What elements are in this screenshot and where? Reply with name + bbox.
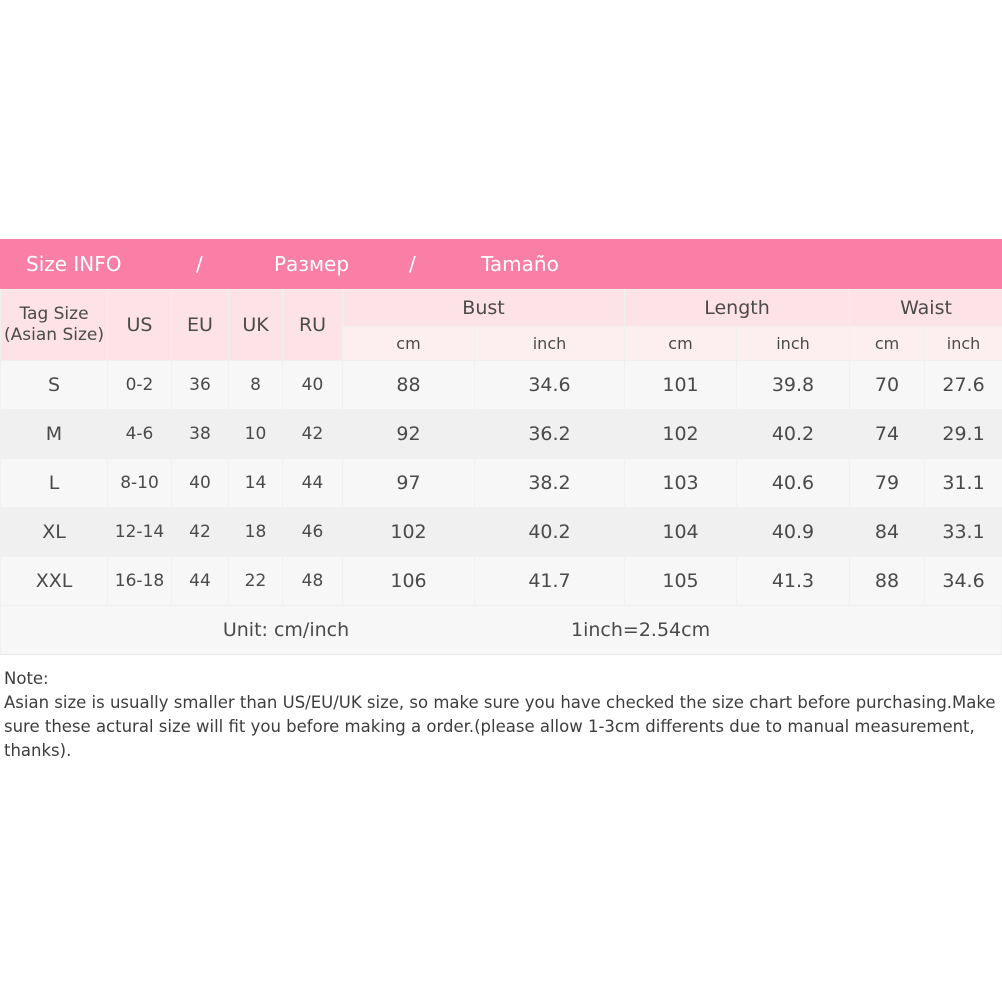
header-ru: RU <box>283 290 343 361</box>
cell-ru: 40 <box>283 361 343 410</box>
title-separator-1: / <box>196 252 203 277</box>
cell-eu: 42 <box>172 508 229 557</box>
cell-bust-cm: 97 <box>343 459 475 508</box>
note-title: Note: <box>4 669 49 689</box>
cell-tag: M <box>1 410 108 459</box>
cell-length-inch: 39.8 <box>737 361 850 410</box>
note-block <box>0 655 1002 763</box>
cell-bust-inch: 40.2 <box>475 508 625 557</box>
cell-ru: 44 <box>283 459 343 508</box>
cell-tag: XXL <box>1 557 108 606</box>
title-size-info: Size INFO <box>26 252 122 277</box>
cell-eu: 40 <box>172 459 229 508</box>
cell-bust-cm: 88 <box>343 361 475 410</box>
header-waist-cm: cm <box>850 327 925 361</box>
table-row <box>1 361 1002 410</box>
cell-bust-inch: 34.6 <box>475 361 625 410</box>
header-length-inch: inch <box>737 327 850 361</box>
cell-waist-inch: 27.6 <box>925 361 1002 410</box>
cell-waist-cm: 88 <box>850 557 925 606</box>
header-uk: UK <box>229 290 283 361</box>
cell-waist-cm: 74 <box>850 410 925 459</box>
cell-ru: 42 <box>283 410 343 459</box>
header-tag-size-line1: Tag Size <box>19 303 89 324</box>
cell-length-cm: 103 <box>625 459 737 508</box>
header-bust-inch: inch <box>475 327 625 361</box>
cell-us: 16-18 <box>108 557 172 606</box>
header-waist-inch: inch <box>925 327 1002 361</box>
cell-tag: L <box>1 459 108 508</box>
cell-bust-cm: 106 <box>343 557 475 606</box>
header-row-main <box>1 290 1002 327</box>
table-row <box>1 508 1002 557</box>
cell-waist-inch: 31.1 <box>925 459 1002 508</box>
size-chart <box>0 239 1002 763</box>
header-eu: EU <box>172 290 229 361</box>
cell-uk: 18 <box>229 508 283 557</box>
header-length-cm: cm <box>625 327 737 361</box>
header-tag-size <box>1 290 108 361</box>
table-row <box>1 557 1002 606</box>
size-info-title-band <box>0 239 1002 289</box>
cell-length-cm: 105 <box>625 557 737 606</box>
size-table <box>0 289 1002 606</box>
header-bust-cm: cm <box>343 327 475 361</box>
cell-bust-inch: 41.7 <box>475 557 625 606</box>
cell-eu: 44 <box>172 557 229 606</box>
cell-uk: 22 <box>229 557 283 606</box>
cell-length-inch: 41.3 <box>737 557 850 606</box>
cell-bust-cm: 102 <box>343 508 475 557</box>
unit-label: Unit: cm/inch <box>222 619 350 642</box>
cell-uk: 8 <box>229 361 283 410</box>
cell-bust-inch: 38.2 <box>475 459 625 508</box>
table-row <box>1 410 1002 459</box>
cell-length-cm: 102 <box>625 410 737 459</box>
header-waist: Waist <box>850 290 1002 327</box>
cell-ru: 46 <box>283 508 343 557</box>
header-tag-size-line2: (Asian Size) <box>4 325 104 346</box>
cell-waist-cm: 70 <box>850 361 925 410</box>
cell-waist-inch: 29.1 <box>925 410 1002 459</box>
cell-eu: 38 <box>172 410 229 459</box>
header-bust: Bust <box>343 290 625 327</box>
size-table-body <box>1 361 1002 606</box>
cell-waist-cm: 79 <box>850 459 925 508</box>
cell-tag: XL <box>1 508 108 557</box>
cell-us: 12-14 <box>108 508 172 557</box>
header-length: Length <box>625 290 850 327</box>
cell-length-cm: 101 <box>625 361 737 410</box>
title-size-spanish: Tamaño <box>481 252 559 277</box>
table-row <box>1 459 1002 508</box>
cell-tag: S <box>1 361 108 410</box>
cell-length-inch: 40.9 <box>737 508 850 557</box>
cell-bust-inch: 36.2 <box>475 410 625 459</box>
cell-us: 0-2 <box>108 361 172 410</box>
cell-waist-cm: 84 <box>850 508 925 557</box>
cell-us: 4-6 <box>108 410 172 459</box>
cell-bust-cm: 92 <box>343 410 475 459</box>
cell-ru: 48 <box>283 557 343 606</box>
cell-us: 8-10 <box>108 459 172 508</box>
unit-row <box>0 606 1002 655</box>
cell-length-inch: 40.6 <box>737 459 850 508</box>
cell-length-inch: 40.2 <box>737 410 850 459</box>
size-table-head <box>1 290 1002 361</box>
header-us: US <box>108 290 172 361</box>
cell-uk: 10 <box>229 410 283 459</box>
cell-eu: 36 <box>172 361 229 410</box>
unit-conversion: 1inch=2.54cm <box>571 619 711 642</box>
title-separator-2: / <box>409 252 416 277</box>
cell-waist-inch: 34.6 <box>925 557 1002 606</box>
note-body: Asian size is usually smaller than US/EU/UK size, so make sure you have checked the size chart before purchasing.Make sure these actural size will fit you before making a order.(please allow 1-3cm differents due to manual measurement, thanks). <box>4 693 996 760</box>
title-size-russian: Размер <box>274 252 350 277</box>
cell-length-cm: 104 <box>625 508 737 557</box>
cell-uk: 14 <box>229 459 283 508</box>
cell-waist-inch: 33.1 <box>925 508 1002 557</box>
